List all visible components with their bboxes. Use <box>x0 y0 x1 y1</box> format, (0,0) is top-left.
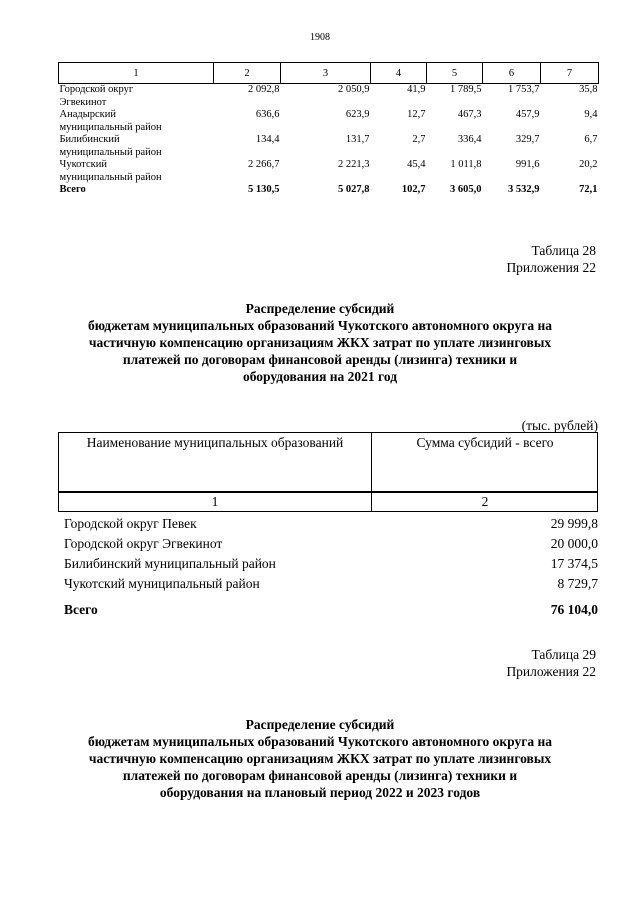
cell: 2,7 <box>412 134 426 145</box>
row-name: Анадырский муниципальный район <box>59 109 162 133</box>
table-row <box>64 514 598 534</box>
col-header-3: 3 <box>281 63 371 84</box>
cell: 35,8 <box>579 84 598 95</box>
title-line: оборудования на плановый период 2022 и 2023 годов <box>159 785 481 800</box>
row-value: 17 374,5 <box>550 556 598 571</box>
table28-number-row <box>58 492 598 512</box>
cell: 6,7 <box>584 134 598 145</box>
table-label: Таблица 28 <box>531 243 596 258</box>
page-number: 1908 <box>310 32 330 43</box>
table-total-row <box>59 184 599 197</box>
table-label: Таблица 29 <box>531 647 596 662</box>
table28-body <box>64 514 598 620</box>
title-line: бюджетам муниципальных образований Чукотского автономного округа на <box>87 734 553 749</box>
col-number-1: 1 <box>211 494 219 509</box>
row-value: 76 104,0 <box>550 602 598 617</box>
row-name: Билибинский муниципальный район <box>64 556 276 571</box>
cell: 336,4 <box>457 134 482 145</box>
col-header-7: 7 <box>541 63 599 84</box>
row-name: Всего <box>64 602 98 617</box>
row-name: Городской округ Эгвекинот <box>64 536 223 551</box>
appendix-label: Приложения 22 <box>506 664 596 679</box>
table-total-row <box>64 600 598 620</box>
table28-caption <box>506 242 596 276</box>
col-header-5: 5 <box>427 63 483 84</box>
title-line: оборудования на 2021 год <box>242 369 398 384</box>
title-line: частичную компенсацию организациям ЖКХ затрат по уплате лизинговых <box>88 751 552 766</box>
row-value: 8 729,7 <box>557 576 598 591</box>
cell: 5 027,8 <box>338 184 370 195</box>
col-header-sum: Сумма субсидий - всего <box>416 435 554 450</box>
table-row <box>59 159 599 184</box>
row-name: Городской округ Певек <box>64 516 197 531</box>
cell: 2 221,3 <box>338 159 370 170</box>
cell: 9,4 <box>584 109 598 120</box>
table-row <box>64 534 598 554</box>
cell: 1 789,5 <box>450 84 482 95</box>
table-row <box>59 109 599 134</box>
table-row <box>64 554 598 574</box>
row-name: Билибинский муниципальный район <box>59 134 162 158</box>
table-row <box>59 134 599 159</box>
row-name: Чукотский муниципальный район <box>64 576 260 591</box>
table-row <box>64 574 598 594</box>
cell: 991,6 <box>515 159 540 170</box>
cell: 41,9 <box>407 84 426 95</box>
cell: 2 092,8 <box>248 84 280 95</box>
cell: 329,7 <box>515 134 540 145</box>
table29-title <box>40 716 600 801</box>
table28-title <box>40 300 600 385</box>
row-value: 29 999,8 <box>550 516 598 531</box>
cell: 3 532,9 <box>508 184 540 195</box>
cell: 5 130,5 <box>248 184 280 195</box>
col-header-4: 4 <box>371 63 427 84</box>
subsidy-table-top <box>58 62 599 197</box>
col-header-1: 1 <box>59 63 214 84</box>
col-header-2: 2 <box>214 63 281 84</box>
title-line: Распределение субсидий <box>245 717 395 732</box>
title-line: Распределение субсидий <box>245 301 395 316</box>
table-header-row <box>59 63 599 84</box>
cell: 636,6 <box>255 109 280 120</box>
cell: 623,9 <box>345 109 370 120</box>
cell: 3 605,0 <box>450 184 482 195</box>
cell: 1 753,7 <box>508 84 540 95</box>
cell: 2 266,7 <box>248 159 280 170</box>
cell: 72,1 <box>579 184 598 195</box>
table28-header <box>58 432 598 492</box>
table29-caption <box>506 646 596 680</box>
cell: 1 011,8 <box>450 159 482 170</box>
col-header-6: 6 <box>483 63 541 84</box>
row-name: Городской округ Эгвекинот <box>59 84 134 108</box>
row-value: 20 000,0 <box>550 536 598 551</box>
title-line: платежей по договорам финансовой аренды (лизинга) техники и <box>122 768 518 783</box>
cell: 134,4 <box>255 134 280 145</box>
cell: 45,4 <box>407 159 426 170</box>
title-line: частичную компенсацию организациям ЖКХ затрат по уплате лизинговых <box>88 335 552 350</box>
col-number-2: 2 <box>481 494 489 509</box>
cell: 12,7 <box>407 109 426 120</box>
cell: 102,7 <box>401 184 426 195</box>
cell: 20,2 <box>579 159 598 170</box>
table-row <box>59 84 599 110</box>
col-header-name: Наименование муниципальных образований <box>86 435 344 450</box>
title-line: платежей по договорам финансовой аренды (лизинга) техники и <box>122 352 518 367</box>
cell: 467,3 <box>457 109 482 120</box>
cell: 457,9 <box>515 109 540 120</box>
row-name: Чукотский муниципальный район <box>59 159 162 183</box>
row-name: Всего <box>59 184 86 195</box>
appendix-label: Приложения 22 <box>506 260 596 275</box>
cell: 2 050,9 <box>338 84 370 95</box>
units-label: (тыс. рублей) <box>521 418 598 433</box>
cell: 131,7 <box>345 134 370 145</box>
title-line: бюджетам муниципальных образований Чукотского автономного округа на <box>87 318 553 333</box>
